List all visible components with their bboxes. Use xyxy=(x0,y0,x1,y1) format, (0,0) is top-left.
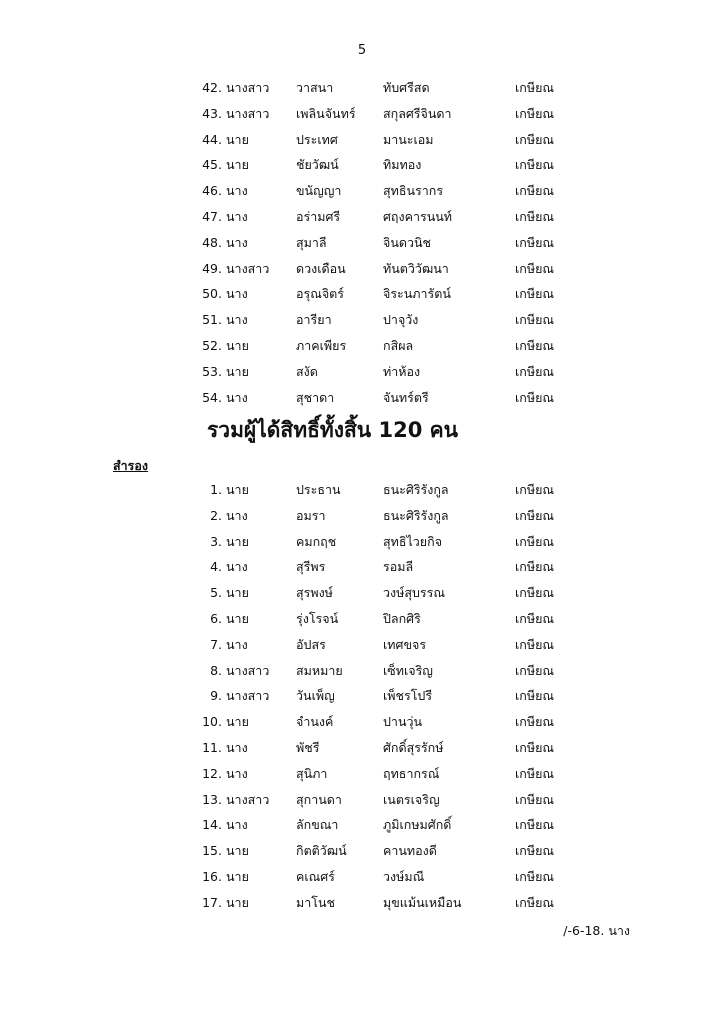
item-title: นาย xyxy=(226,157,249,173)
item-number: 44. xyxy=(202,131,222,147)
item-number: 7. xyxy=(210,636,222,652)
item-title: นาย xyxy=(226,482,249,497)
item-last-name: ศฤงคารนนท์ xyxy=(383,208,453,224)
item-first-name: สุรีพร xyxy=(296,559,326,575)
item-first-name: สุมาลี xyxy=(296,234,327,250)
item-last-name: สุทธินรากร xyxy=(383,183,444,199)
list-item xyxy=(0,281,724,307)
item-status: เกษียณ xyxy=(515,80,555,95)
item-status: เกษียณ xyxy=(515,533,555,549)
item-title: นาย xyxy=(226,337,249,353)
item-last-name: มุขแม้นเหมือน xyxy=(383,894,462,910)
list-item xyxy=(0,230,724,256)
list-item xyxy=(0,529,724,555)
list-item xyxy=(0,580,724,606)
list-item xyxy=(0,554,724,580)
item-title: นาย xyxy=(226,363,249,379)
item-status: เกษียณ xyxy=(515,286,555,302)
list-item xyxy=(0,359,724,385)
item-last-name: ฤทธากรณ์ xyxy=(383,765,440,781)
item-first-name: สุรพงษ์ xyxy=(296,585,333,601)
item-number: 50. xyxy=(202,286,222,302)
item-first-name: อัปสร xyxy=(296,636,326,652)
item-number: 46. xyxy=(202,183,222,199)
item-first-name: สมหมาย xyxy=(296,662,343,678)
item-title: นาง xyxy=(226,234,248,250)
item-number: 45. xyxy=(202,157,222,173)
item-status: เกษียณ xyxy=(515,791,555,807)
item-first-name: วาสนา xyxy=(296,80,334,95)
item-status: เกษียณ xyxy=(515,559,555,575)
item-status: เกษียณ xyxy=(515,817,555,833)
item-status: เกษียณ xyxy=(515,208,555,224)
item-first-name: จำนงค์ xyxy=(296,714,334,730)
list-item xyxy=(0,838,724,864)
item-first-name: คมกฤช xyxy=(296,533,337,549)
item-title: นาง xyxy=(226,286,248,302)
item-number: 4. xyxy=(210,559,222,575)
list-item xyxy=(0,503,724,529)
item-number: 13. xyxy=(202,791,222,807)
item-title: นาง xyxy=(226,739,248,755)
item-status: เกษียณ xyxy=(515,157,555,173)
item-status: เกษียณ xyxy=(515,312,555,328)
item-number: 3. xyxy=(210,533,222,549)
item-first-name: ประธาน xyxy=(296,482,341,497)
item-first-name: กิตติวัฒน์ xyxy=(296,843,347,859)
item-last-name: วงษ์มณี xyxy=(383,868,425,884)
item-title: นาย xyxy=(226,610,249,626)
list-item xyxy=(0,75,724,101)
item-last-name: จันทร์ตรี xyxy=(383,389,429,405)
item-number: 14. xyxy=(202,817,222,833)
item-title: นาย xyxy=(226,533,249,549)
item-title: นาง xyxy=(226,817,248,833)
item-number: 10. xyxy=(202,714,222,730)
item-last-name: วงษ์สุบรรณ xyxy=(383,585,445,601)
item-first-name: รุ่งโรจน์ xyxy=(296,610,339,626)
item-first-name: พัชรี xyxy=(296,739,320,755)
item-status: เกษียณ xyxy=(515,482,555,497)
list-item xyxy=(0,709,724,735)
item-status: เกษียณ xyxy=(515,389,555,405)
list-item xyxy=(0,385,724,411)
item-title: นางสาว xyxy=(226,80,270,95)
continuation-note: /-6-18. นาง xyxy=(563,923,630,938)
item-status: เกษียณ xyxy=(515,183,555,199)
item-last-name: เนตรเจริญ xyxy=(383,791,440,807)
item-first-name: ลักขณา xyxy=(296,817,339,833)
item-number: 1. xyxy=(210,482,222,497)
item-status: เกษียณ xyxy=(515,234,555,250)
item-last-name: คานทองดี xyxy=(383,843,437,859)
item-title: นาย xyxy=(226,843,249,859)
list-item xyxy=(0,890,724,916)
item-title: นางสาว xyxy=(226,260,270,276)
item-last-name: จินดวนิช xyxy=(383,234,432,250)
list-item xyxy=(0,787,724,813)
item-first-name: สุชาดา xyxy=(296,389,335,405)
item-status: เกษียณ xyxy=(515,105,555,121)
item-number: 2. xyxy=(210,507,222,523)
item-status: เกษียณ xyxy=(515,714,555,730)
item-number: 48. xyxy=(202,234,222,250)
item-status: เกษียณ xyxy=(515,337,555,353)
item-number: 9. xyxy=(210,688,222,704)
item-last-name: รอมลี xyxy=(383,559,414,575)
item-first-name: อร่ามศรี xyxy=(296,208,341,224)
item-first-name: สุกานดา xyxy=(296,791,342,807)
item-first-name: ขนัญญา xyxy=(296,183,342,199)
item-first-name: เพลินจันทร์ xyxy=(296,105,356,121)
item-status: เกษียณ xyxy=(515,260,555,276)
item-number: 49. xyxy=(202,260,222,276)
item-status: เกษียณ xyxy=(515,507,555,523)
item-title: นาง xyxy=(226,389,248,405)
item-number: 5. xyxy=(210,585,222,601)
list-item xyxy=(0,658,724,684)
item-status: เกษียณ xyxy=(515,868,555,884)
list-item xyxy=(0,683,724,709)
item-number: 52. xyxy=(202,337,222,353)
item-status: เกษียณ xyxy=(515,131,555,147)
item-number: 11. xyxy=(202,739,222,755)
item-title: นาง xyxy=(226,507,248,523)
item-number: 53. xyxy=(202,363,222,379)
item-status: เกษียณ xyxy=(515,610,555,626)
item-number: 12. xyxy=(202,765,222,781)
item-status: เกษียณ xyxy=(515,363,555,379)
item-first-name: สุนิภา xyxy=(296,765,328,781)
item-title: นางสาว xyxy=(226,105,270,121)
item-title: นาง xyxy=(226,559,248,575)
item-first-name: ภาคเพียร xyxy=(296,337,347,353)
list-item xyxy=(0,477,724,503)
list-item xyxy=(0,761,724,787)
item-title: นาง xyxy=(226,183,248,199)
item-last-name: เพ็ชรโปรี xyxy=(383,688,433,704)
list-item xyxy=(0,152,724,178)
item-status: เกษียณ xyxy=(515,688,555,704)
item-first-name: อรุณจิตร์ xyxy=(296,286,344,302)
item-number: 51. xyxy=(202,312,222,328)
item-title: นาง xyxy=(226,765,248,781)
item-title: นาย xyxy=(226,131,249,147)
item-number: 54. xyxy=(202,389,222,405)
item-title: นางสาว xyxy=(226,791,270,807)
item-last-name: ทิมทอง xyxy=(383,157,422,173)
item-number: 47. xyxy=(202,208,222,224)
item-status: เกษียณ xyxy=(515,765,555,781)
item-last-name: ธนะศิริรังกูล xyxy=(383,482,449,497)
page-number: 5 xyxy=(357,43,367,58)
item-status: เกษียณ xyxy=(515,739,555,755)
item-last-name: ศักดิ์สุรรักษ์ xyxy=(383,739,444,755)
item-first-name: อมรา xyxy=(296,507,326,523)
item-first-name: มาโนช xyxy=(296,894,336,910)
reserve-list xyxy=(0,477,724,916)
item-last-name: สุทธิไวยกิจ xyxy=(383,533,443,549)
list-item xyxy=(0,333,724,359)
item-status: เกษียณ xyxy=(515,843,555,859)
list-item xyxy=(0,178,724,204)
item-status: เกษียณ xyxy=(515,662,555,678)
item-number: 43. xyxy=(202,105,222,121)
list-item xyxy=(0,204,724,230)
item-first-name: ชัยวัฒน์ xyxy=(296,157,339,173)
list-item xyxy=(0,812,724,838)
item-last-name: ปานวุ่น xyxy=(383,714,423,730)
item-first-name: ดวงเดือน xyxy=(296,260,346,276)
item-number: 16. xyxy=(202,868,222,884)
item-first-name: ประเทศ xyxy=(296,131,338,147)
list-item xyxy=(0,864,724,890)
item-last-name: ภูมิเกษมศักดิ์ xyxy=(383,817,452,833)
list-item xyxy=(0,256,724,282)
item-title: นาย xyxy=(226,585,249,601)
item-number: 15. xyxy=(202,843,222,859)
item-title: นาง xyxy=(226,208,248,224)
item-last-name: ท่าห้อง xyxy=(383,363,421,379)
item-number: 17. xyxy=(202,894,222,910)
item-first-name: สงัด xyxy=(296,363,318,379)
item-title: นาง xyxy=(226,636,248,652)
item-last-name: มานะเอม xyxy=(383,131,434,147)
item-last-name: ปาจุวัง xyxy=(383,312,419,328)
item-title: นางสาว xyxy=(226,662,270,678)
item-first-name: อารียา xyxy=(296,312,332,328)
item-status: เกษียณ xyxy=(515,894,555,910)
item-first-name: วันเพ็ญ xyxy=(296,688,335,704)
item-title: นาย xyxy=(226,868,249,884)
item-last-name: ทันตวิวัฒนา xyxy=(383,260,449,276)
item-title: นาง xyxy=(226,312,248,328)
item-last-name: สกุลศรีจินดา xyxy=(383,105,452,121)
item-status: เกษียณ xyxy=(515,636,555,652)
item-last-name: ปิลกศิริ xyxy=(383,610,421,626)
item-title: นาย xyxy=(226,714,249,730)
item-last-name: จิระนภารัตน์ xyxy=(383,286,451,302)
main-list xyxy=(0,75,724,410)
total-summary: รวมผู้ได้สิทธิ์ทั้งสิ้น 120 คน xyxy=(207,418,459,442)
list-item xyxy=(0,632,724,658)
item-last-name: เทศขจร xyxy=(383,636,427,652)
item-number: 42. xyxy=(202,80,222,95)
item-first-name: คเณศร์ xyxy=(296,868,335,884)
item-status: เกษียณ xyxy=(515,585,555,601)
list-item xyxy=(0,101,724,127)
item-last-name: กสิผล xyxy=(383,337,414,353)
item-number: 8. xyxy=(210,662,222,678)
list-item xyxy=(0,606,724,632)
item-title: นางสาว xyxy=(226,688,270,704)
item-last-name: ทับศรีสด xyxy=(383,80,430,95)
reserve-heading: สำรอง xyxy=(113,458,148,473)
item-number: 6. xyxy=(210,610,222,626)
list-item xyxy=(0,307,724,333)
list-item xyxy=(0,735,724,761)
item-last-name: เซ็ทเจริญ xyxy=(383,662,433,678)
item-title: นาย xyxy=(226,894,249,910)
list-item xyxy=(0,127,724,153)
item-last-name: ธนะศิริรังกูล xyxy=(383,507,449,523)
